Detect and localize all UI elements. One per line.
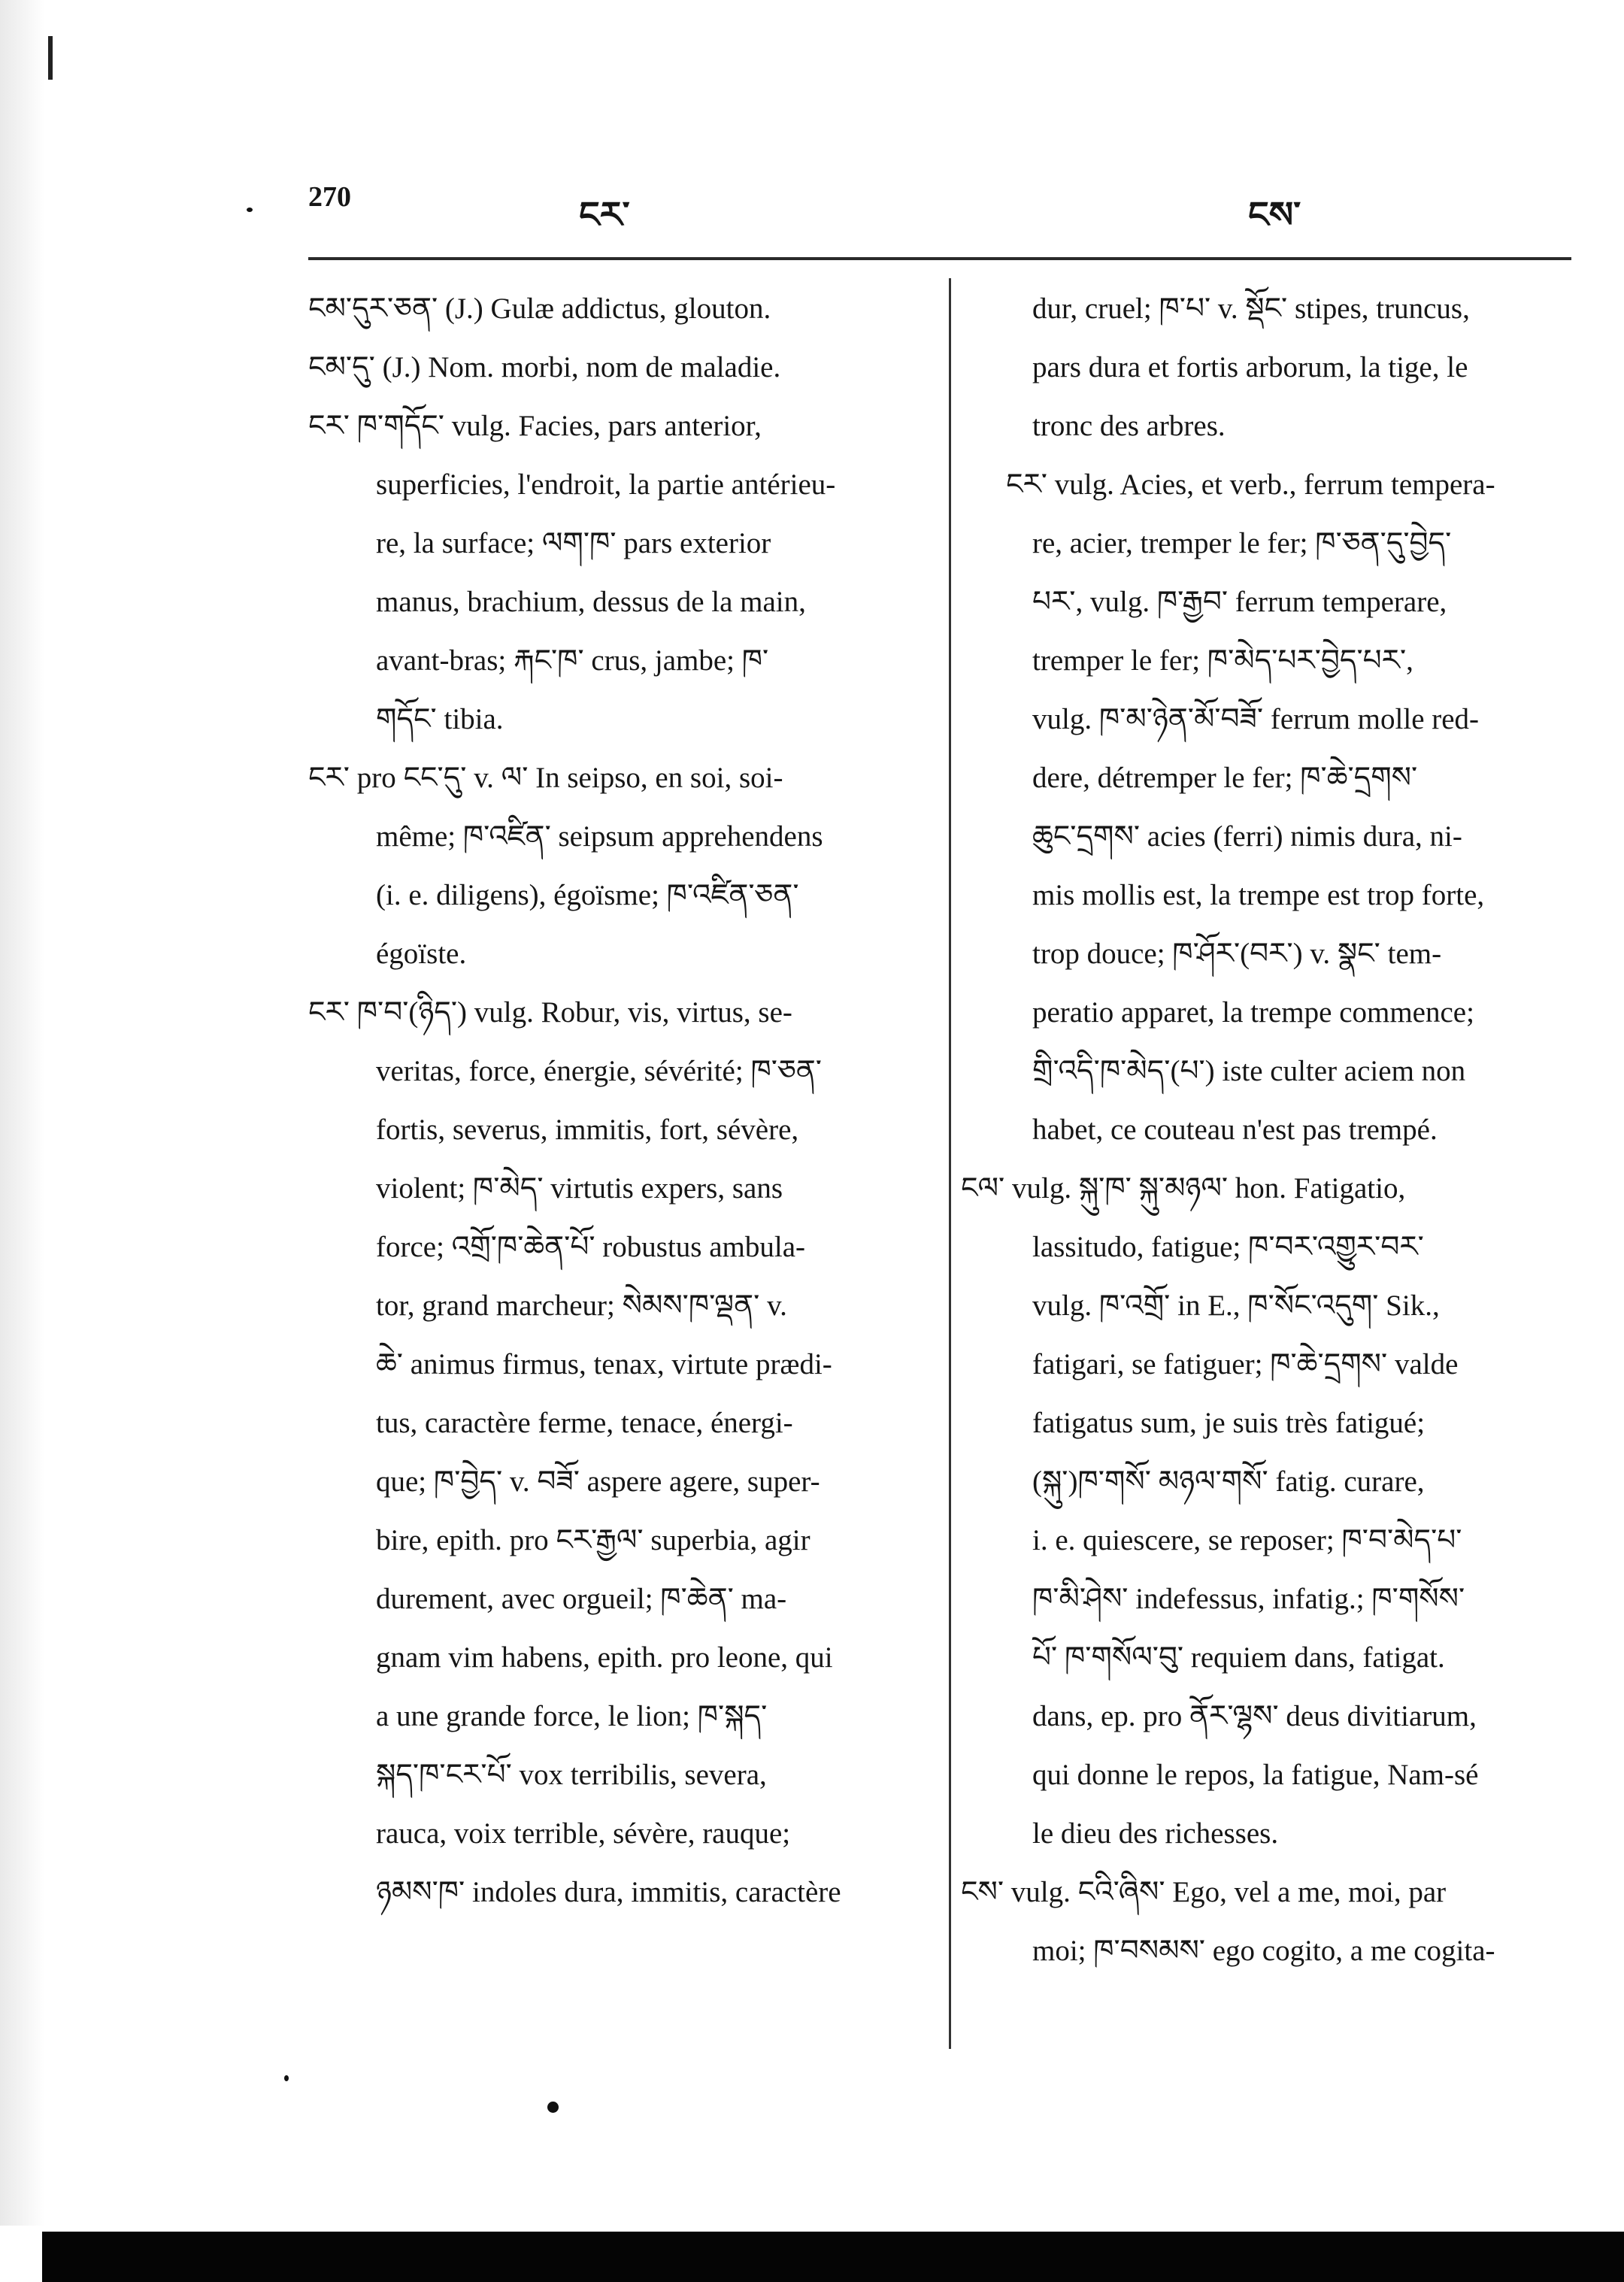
entry-line: tor, grand marcheur; སེམས་ཁ་ལྡན་ v. (376, 1289, 787, 1322)
entry-line: fatigari, se fatiguer; ཁ་ཆེ་དྲགས་ valde (1032, 1348, 1459, 1380)
header-word-left: ངར་ (579, 194, 630, 236)
entry-line: tremper le fer; ཁ་མེད་པར་བྱེད་པར་, (1032, 644, 1413, 677)
entry-line: ངས་ vulg. ངའི་ཞིས་ Ego, vel a me, moi, par (961, 1876, 1447, 1908)
entry-line: tronc des arbres. (1032, 410, 1226, 442)
entry-line: (i. e. diligens), égoïsme; ཁ་འཛིན་ཅན་ (376, 879, 799, 911)
header-rule (308, 257, 1571, 260)
left-column (308, 280, 925, 1922)
entry-line: pars dura et fortis arborum, la tige, le (1032, 351, 1468, 383)
entry-line: གདོང་ tibia. (376, 703, 504, 735)
entry-line: peratio apparet, la trempe commence; (1032, 996, 1474, 1029)
entry-line: superficies, l'endroit, la partie antérieu- (376, 468, 836, 501)
entry-line: fatigatus sum, je suis très fatigué; (1032, 1407, 1426, 1439)
entry-line: གྲི་འདི་ཁ་མེད་(པ་) iste culter aciem non (1032, 1055, 1466, 1087)
running-head (308, 174, 1571, 235)
entry-line: re, la surface; ལག་ཁ་ pars exterior (376, 527, 771, 559)
entry-line: dur, cruel; ཁ་པ་ v. སྡོང་ stipes, truncus, (1032, 292, 1470, 325)
entry-line: vulg. ཁ་འགྲོ་ in E., ཁ་སོང་འདུག་ Sik., (1032, 1289, 1440, 1322)
entry-line: སྐད་ཁ་ངར་པོ་ vox terribilis, severa, (376, 1759, 767, 1791)
column-divider (949, 278, 951, 2049)
entry-line: ངར་ pro ངང་དུ་ v. ལ་ In seipso, en soi, soi- (308, 762, 783, 794)
scan-bottom-band (42, 2232, 1624, 2282)
entry-line: gnam vim habens, epith. pro leone, qui (376, 1641, 833, 1674)
entry-line: que; ཁ་བྱེད་ v. བཟོ་ aspere agere, super- (376, 1465, 820, 1498)
entry-line: ངམ་དུ་ (J.) Nom. morbi, nom de maladie. (308, 351, 781, 383)
entry-line: bire, epith. pro ངར་རྒྱལ་ superbia, agir (376, 1524, 810, 1556)
right-column (961, 280, 1562, 1980)
entry-line: moi; ཁ་བསམས་ ego cogito, a me cogita- (1032, 1935, 1495, 1967)
entry-line: manus, brachium, dessus de la main, (376, 586, 806, 618)
entry-line: ཉམས་ཁ་ indoles dura, immitis, caractère (376, 1876, 841, 1908)
entry-line: même; ཁ་འཛིན་ seipsum apprehendens (376, 820, 823, 853)
entry-line: (སྐུ་)ཁ་གསོ་ མཉལ་གསོ་ fatig. curare, (1032, 1465, 1425, 1498)
scan-speck (247, 208, 253, 212)
entry-line: rauca, voix terrible, sévère, rauque; (376, 1817, 791, 1850)
entry-line: ཆེ་ animus firmus, tenax, virtute prædi- (376, 1348, 832, 1380)
entry-line: avant-bras; རྐང་ཁ་ crus, jambe; ཁ་ (376, 644, 769, 677)
entry-line: པོ་ ཁ་གསོལ་བུ་ requiem dans, fatigat. (1032, 1641, 1445, 1674)
scan-speck (547, 2102, 559, 2113)
entry-line: trop douce; ཁ་ཤོར་(བར་) v. སྣང་ tem- (1032, 938, 1442, 970)
entry-line: i. e. quiescere, se reposer; ཁ་བ་མེད་པ་ (1032, 1524, 1462, 1556)
entry-line: re, acier, tremper le fer; ཁ་ཅན་དུ་བྱེད་ (1032, 527, 1452, 559)
entry-line: force; འགྲོ་ཁ་ཆེན་པོ་ robustus ambula- (376, 1231, 806, 1263)
header-word-right: ངས་ (1248, 194, 1301, 236)
entry-line: fortis, severus, immitis, fort, sévère, (376, 1114, 799, 1146)
entry-line: ངལ་ vulg. སྐུ་ཁ་ སྐུ་མཉལ་ hon. Fatigatio, (961, 1172, 1406, 1205)
scan-corner-mark (48, 36, 53, 80)
entry-line: ངར་ ཁ་བ་(ཉིད་) vulg. Robur, vis, virtus, se- (308, 996, 792, 1029)
page-edge-shadow (0, 0, 45, 2226)
entry-line: tus, caractère ferme, tenace, énergi- (376, 1407, 793, 1439)
entry-line: durement, avec orgueil; ཁ་ཆེན་ ma- (376, 1583, 787, 1615)
entry-line: ངར་ ཁ་གདོང་ vulg. Facies, pars anterior, (308, 410, 762, 442)
entry-line: mis mollis est, la trempe est trop forte, (1032, 879, 1485, 911)
scan-speck (284, 2075, 289, 2081)
entry-line: dere, détremper le fer; ཁ་ཆེ་དྲགས་ (1032, 762, 1418, 794)
entry-line: violent; ཁ་མེད་ virtutis expers, sans (376, 1172, 783, 1205)
entry-line: égoïste. (376, 938, 467, 970)
entry-line: ངར་ vulg. Acies, et verb., ferrum tempera- (1006, 468, 1495, 501)
entry-line: habet, ce couteau n'est pas trempé. (1032, 1114, 1438, 1146)
entry-line: པར་, vulg. ཁ་རྒྱབ་ ferrum temperare, (1032, 586, 1447, 618)
entry-line: ངམ་དུར་ཅན་ (J.) Gulæ addictus, glouton. (308, 292, 771, 325)
entry-line: veritas, force, énergie, sévérité; ཁ་ཅན་ (376, 1055, 822, 1087)
entry-line: vulg. ཁ་མ་ཉེན་མོ་བཟོ་ ferrum molle red- (1032, 703, 1480, 735)
entry-line: a une grande force, le lion; ཁ་སྐད་ (376, 1700, 768, 1732)
entry-line: dans, ep. pro ནོར་ལྷས་ deus divitiarum, (1032, 1700, 1477, 1732)
entry-line: ཆུང་དྲགས་ acies (ferri) nimis dura, ni- (1032, 820, 1462, 853)
page-number: 270 (308, 181, 351, 213)
entry-line: le dieu des richesses. (1032, 1817, 1279, 1850)
entry-line: lassitudo, fatigue; ཁ་བར་འགྱུར་བར་ (1032, 1231, 1424, 1263)
entry-line: ཁ་མི་ཤེས་ indefessus, infatig.; ཁ་གསོས་ (1032, 1583, 1465, 1615)
entry-line: qui donne le repos, la fatigue, Nam-sé (1032, 1759, 1479, 1791)
